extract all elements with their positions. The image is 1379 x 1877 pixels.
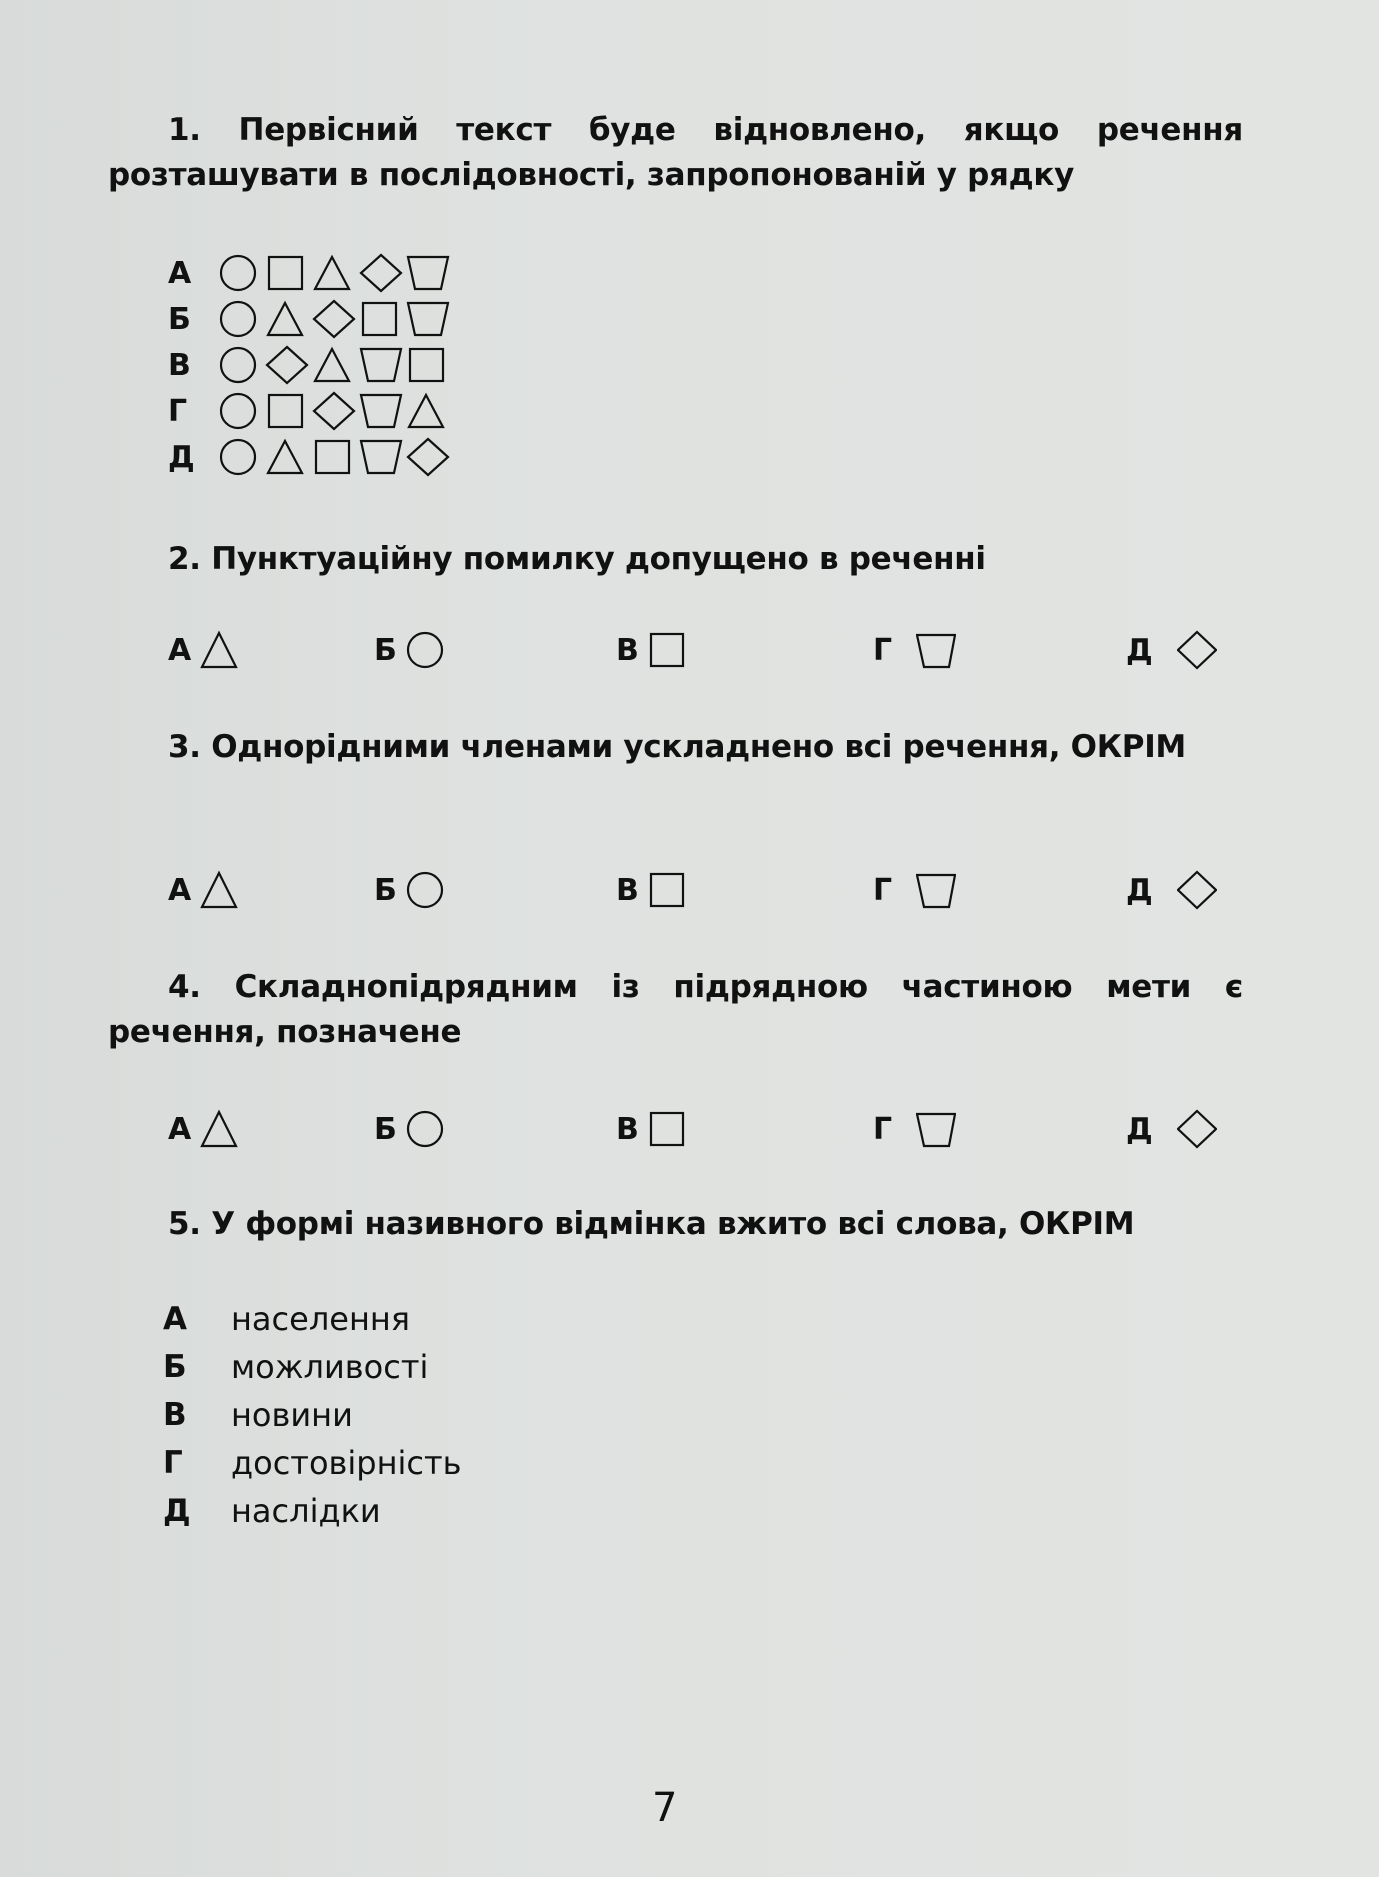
diamond-icon [359, 253, 403, 293]
square-icon [647, 869, 687, 911]
option-letter: Г [873, 632, 893, 668]
option-d[interactable] [1126, 1104, 1220, 1154]
option-g[interactable] [873, 865, 959, 915]
trapezoid-icon [359, 437, 403, 477]
question-2 [108, 537, 1243, 582]
option-letter: А [168, 872, 192, 908]
question-text: У формі називного відмінка вжито всі слова, ОКРІМ [211, 1206, 1135, 1242]
diamond-icon [312, 299, 356, 339]
option-word: населення [231, 1300, 411, 1338]
triangle-icon [199, 1108, 239, 1150]
question-number: 3. [168, 729, 201, 765]
option-v[interactable] [616, 1104, 690, 1154]
square-icon [647, 629, 687, 671]
option-a[interactable] [168, 865, 242, 915]
question-3 [108, 725, 1243, 770]
option-letter: А [168, 1111, 192, 1147]
circle-icon [218, 299, 262, 339]
circle-icon [218, 391, 262, 431]
option-d[interactable] [1126, 625, 1220, 675]
trapezoid-icon [916, 869, 956, 911]
question-text: Однорідними членами ускладнено всі речення, ОКРІМ [211, 729, 1186, 765]
diamond-icon [1177, 629, 1217, 671]
option-letter: Д [1126, 872, 1153, 908]
option-b[interactable] [374, 1104, 448, 1154]
question-text: Первісний текст буде відновлено, якщо речення розташувати в послідовності, запропонованій у рядку [108, 112, 1243, 193]
question-1 [108, 108, 1243, 198]
answer-options-q2 [168, 625, 1248, 675]
circle-icon [218, 345, 262, 385]
triangle-icon [199, 869, 239, 911]
diamond-icon [406, 437, 450, 477]
sequence-option-d[interactable] [168, 434, 453, 480]
option-letter: Г [163, 1445, 183, 1481]
option-letter: В [168, 347, 191, 383]
question-text: Пунктуаційну помилку допущено в реченні [211, 541, 986, 577]
option-letter: Б [163, 1349, 187, 1385]
square-icon [265, 253, 309, 293]
circle-icon [218, 437, 262, 477]
option-word: достовірність [231, 1444, 462, 1482]
answer-options-q3 [168, 865, 1248, 915]
circle-icon [218, 253, 262, 293]
triangle-icon [199, 629, 239, 671]
option-letter: А [163, 1301, 187, 1337]
question-number: 2. [168, 541, 201, 577]
option-a[interactable] [163, 1295, 461, 1343]
page-number: 7 [652, 1785, 678, 1831]
diamond-icon [265, 345, 309, 385]
sequence-option-a[interactable] [168, 250, 453, 296]
option-letter: В [616, 872, 639, 908]
option-letter: Г [168, 393, 188, 429]
trapezoid-icon [406, 253, 450, 293]
square-icon [359, 299, 403, 339]
trapezoid-icon [406, 299, 450, 339]
option-word: наслідки [231, 1492, 381, 1530]
square-icon [406, 345, 450, 385]
option-b[interactable] [374, 625, 448, 675]
trapezoid-icon [916, 1108, 956, 1150]
option-letter: В [616, 632, 639, 668]
option-letter: Д [163, 1493, 191, 1529]
option-letter: В [163, 1397, 187, 1433]
option-g[interactable] [873, 1104, 959, 1154]
option-letter: А [168, 632, 192, 668]
question-5 [108, 1202, 1243, 1247]
sequence-option-g[interactable] [168, 388, 453, 434]
question-4 [108, 965, 1243, 1055]
option-letter: В [616, 1111, 639, 1147]
square-icon [312, 437, 356, 477]
answer-options-q4 [168, 1104, 1248, 1154]
option-letter: Б [168, 301, 191, 337]
option-d[interactable] [163, 1487, 461, 1535]
diamond-icon [1177, 1108, 1217, 1150]
triangle-icon [265, 299, 309, 339]
trapezoid-icon [359, 345, 403, 385]
option-letter: Д [1126, 632, 1153, 668]
option-letter: А [168, 255, 192, 291]
option-g[interactable] [873, 625, 959, 675]
square-icon [647, 1108, 687, 1150]
diamond-icon [1177, 869, 1217, 911]
triangle-icon [406, 391, 450, 431]
sequence-options [168, 250, 453, 480]
answer-options-q5 [163, 1295, 461, 1535]
option-letter: Б [374, 872, 397, 908]
option-b[interactable] [163, 1343, 461, 1391]
option-letter: Д [168, 439, 195, 475]
option-a[interactable] [168, 625, 242, 675]
circle-icon [405, 869, 445, 911]
option-word: новини [231, 1396, 353, 1434]
sequence-option-b[interactable] [168, 296, 453, 342]
option-word: можливості [231, 1348, 429, 1386]
question-number: 1. [168, 112, 201, 148]
square-icon [265, 391, 309, 431]
diamond-icon [312, 391, 356, 431]
circle-icon [405, 1108, 445, 1150]
circle-icon [405, 629, 445, 671]
option-v[interactable] [616, 865, 690, 915]
question-number: 5. [168, 1206, 201, 1242]
triangle-icon [265, 437, 309, 477]
option-b[interactable] [374, 865, 448, 915]
option-letter: Б [374, 632, 397, 668]
option-v[interactable] [163, 1391, 461, 1439]
option-letter: Б [374, 1111, 397, 1147]
option-letter: Г [873, 1111, 893, 1147]
trapezoid-icon [359, 391, 403, 431]
option-v[interactable] [616, 625, 690, 675]
triangle-icon [312, 345, 356, 385]
option-letter: Д [1126, 1111, 1153, 1147]
option-d[interactable] [1126, 865, 1220, 915]
trapezoid-icon [916, 629, 956, 671]
triangle-icon [312, 253, 356, 293]
option-a[interactable] [168, 1104, 242, 1154]
sequence-option-v[interactable] [168, 342, 453, 388]
question-number: 4. [168, 969, 201, 1005]
question-text: Складнопідрядним із підрядною частиною мети є речення, позначене [108, 969, 1243, 1050]
option-g[interactable] [163, 1439, 461, 1487]
option-letter: Г [873, 872, 893, 908]
